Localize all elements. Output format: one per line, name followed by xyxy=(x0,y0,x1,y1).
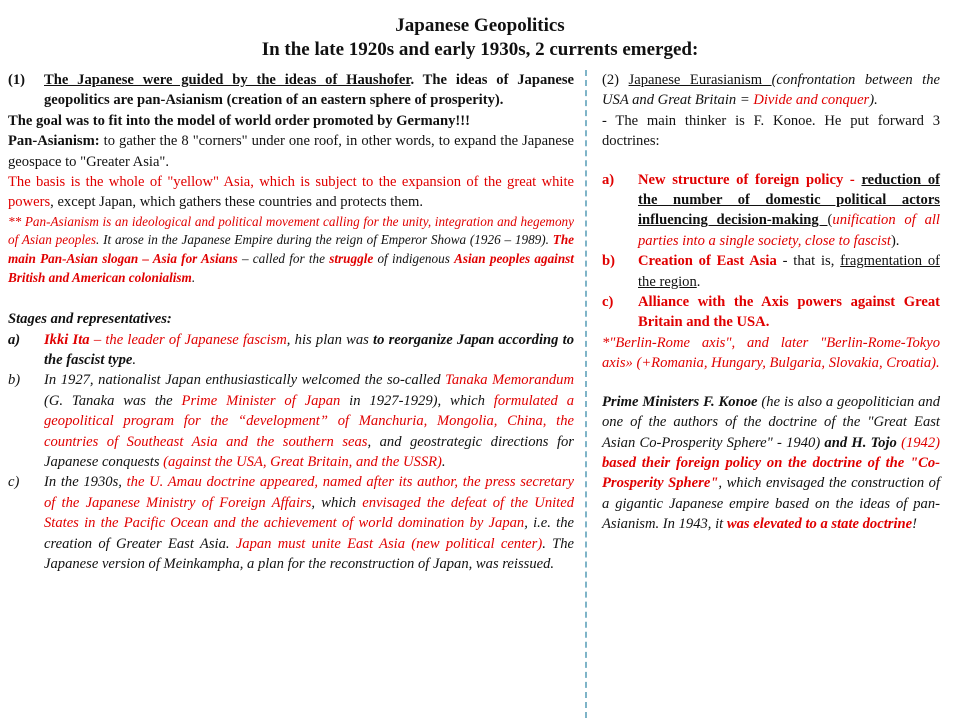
stage-b-part: In 1927, nationalist Japan enthusiastically welcomed the so-called xyxy=(44,372,446,389)
column-divider xyxy=(585,70,587,718)
doctrine-c-marker: c) xyxy=(602,294,614,311)
stage-b-part: (against the USA, Great Britain, and the USSR) xyxy=(163,454,442,471)
doctrine-b-part: - that is, xyxy=(776,253,841,270)
tanaka-memorandum: Tanaka Memorandum xyxy=(445,372,575,389)
stage-c-marker: c) xyxy=(8,474,20,491)
stage-b xyxy=(8,370,574,472)
note-slogan: The main Pan-Asian slogan – Asia for Asians xyxy=(8,232,575,267)
basis-paragraph xyxy=(8,172,574,213)
current-2-part: ). xyxy=(869,92,878,109)
doctrine-a xyxy=(602,170,940,252)
stages-heading: Stages and representatives: xyxy=(8,311,172,328)
goal-paragraph: The goal was to fit into the model of world order promoted by Germany!!! xyxy=(8,112,470,129)
stage-a-part: to reorganize Japan according to the fascist type xyxy=(44,331,575,369)
stage-c-part: , which xyxy=(311,494,363,511)
pm-part: ! xyxy=(912,516,917,533)
pm-part: (he is also a geopolitician and one of the authors of the doctrine of the "Great East Asian Co-Prosperity Sphere" - 1940) xyxy=(602,393,940,451)
amau-doctrine: the U. Amau doctrine appeared, named after its author, the press secretary of the Japanese Ministry of Foreign Affairs xyxy=(44,474,574,511)
note-struggle: struggle xyxy=(329,251,374,267)
stage-b-part: , and geostrategic directions for Japanese conquests xyxy=(44,433,574,471)
doctrine-a-marker: a) xyxy=(602,171,615,188)
note-part: ** Pan-Asianism is an ideological and political movement calling for the unity, integration and hegemony of Asian peoples xyxy=(8,213,574,248)
pm-part: , which envisaged the construction of a gigantic Japanese empire based on the ideas of pan-Asianism. In 1943, it xyxy=(602,475,941,533)
basis-text: , except Japan, which gathers these countries and protects them. xyxy=(50,194,423,211)
doctrine-b-marker: b) xyxy=(602,253,615,270)
note-part: – called for the xyxy=(237,251,330,267)
pm-part: was elevated to a state doctrine xyxy=(726,516,913,533)
stage-b-marker: b) xyxy=(8,372,21,389)
ikki-ita: Ikki Ita xyxy=(44,331,90,348)
current-2-part: (confrontation between the USA and Great Britain = xyxy=(602,72,940,109)
doctrine-a-part: reduction of the number of domestic political actors influencing decision-making xyxy=(638,171,940,229)
haushofer-text: The Japanese were guided by the ideas of Haushofer xyxy=(44,72,411,88)
stage-c-part: envisaged the defeat of the United States in the Pacific Ocean and the achievement of world domination by Japan xyxy=(44,494,575,532)
pm-part: based their foreign policy on the doctrine of the "Co-Prosperity Sphere" xyxy=(602,454,940,492)
stage-c-part: In the 1930s, xyxy=(44,474,127,491)
doctrine-b-part: Creation of East Asia xyxy=(638,253,777,270)
stage-a-marker: a) xyxy=(8,331,21,348)
doctrine-a-part: New structure of foreign policy - xyxy=(638,171,862,188)
pm-part: (1942) xyxy=(896,434,940,451)
doctrine-c-text: Alliance with the Axis powers against Great Britain and the USA. xyxy=(638,294,940,331)
doctrine-c xyxy=(602,292,940,333)
doctrine-a-part: ). xyxy=(890,232,900,249)
current-2-heading xyxy=(602,70,940,111)
divide-and-conquer: Divide and conquer xyxy=(753,92,870,109)
title-line-2: In the late 1920s and early 1930s, 2 currents emerged: xyxy=(261,39,699,60)
pan-asianism-label: Pan-Asianism: xyxy=(8,133,100,150)
current-1-marker: (1) xyxy=(8,72,26,88)
stage-a-part: – the leader of Japanese fascism xyxy=(89,331,287,348)
doctrine-b-part: . xyxy=(696,273,701,290)
stage-a xyxy=(8,330,574,371)
stage-c xyxy=(8,472,574,574)
stage-c-part: . The Japanese version of Meinkampha, a plan for the reconstruction of Japan, was reissued. xyxy=(44,535,575,573)
current-1-text: . The ideas of Japanese geopolitics are pan-Asianism (creation of an eastern sphere of prosperity). xyxy=(44,72,574,109)
doctrine-b xyxy=(602,251,940,292)
stage-a-part: , his plan was xyxy=(286,331,374,348)
pan-asianism-text: to gather the 8 "corners" under one roof, in other words, to expand the Japanese geospace to "Greater Asia". xyxy=(8,133,574,170)
stage-b-part: . xyxy=(441,454,446,471)
basis-red-text: The basis is the whole of "yellow" Asia, which is subject to the expansion of the great white powers xyxy=(8,174,574,211)
main-thinker: - The main thinker is F. Konoe. He put forward 3 doctrines: xyxy=(602,112,940,150)
stage-c-part: , i.e. the creation of Greater East Asia. xyxy=(44,515,574,552)
doctrine-a-part: unification of all parties into a single society, close to fascist xyxy=(638,212,940,249)
title-line-1: Japanese Geopolitics xyxy=(395,15,565,36)
doctrine-a-part: ( xyxy=(827,212,833,229)
right-column xyxy=(602,70,940,535)
current-2-marker: (2) xyxy=(602,72,629,88)
current-1-paragraph xyxy=(8,70,574,111)
stage-b-part: formulated a geopolitical program for the “development” of Manchuria, Mongolia, China, the countries of Southeast Asia and the southern seas xyxy=(44,392,574,450)
stage-c-part: Japan must unite East Asia (new political center) xyxy=(235,535,543,552)
eurasianism-title: Japanese Eurasianism xyxy=(628,72,772,88)
note-part: of indigenous xyxy=(373,251,455,267)
pm-part: and H. Tojo xyxy=(824,434,897,451)
pan-asianism-paragraph xyxy=(8,131,574,172)
doctrine-b-part: fragmentation of the region xyxy=(638,253,940,290)
stage-a-part: . xyxy=(132,352,137,369)
pm-part: Prime Ministers F. Konoe xyxy=(602,393,758,410)
stage-b-part: in 1927-1929), which xyxy=(340,392,494,409)
left-column xyxy=(8,70,574,575)
note-part: . It arose in the Japanese Empire during the reign of Emperor Showa (1926 – 1989). xyxy=(95,232,553,248)
note-colonialism: Asian peoples against British and American colonialism xyxy=(8,251,574,285)
stage-b-part: Prime Minister of Japan xyxy=(181,392,341,409)
slide-title xyxy=(0,14,960,62)
pan-asianism-note xyxy=(8,213,574,287)
axis-note: *"Berlin-Rome axis", and later "Berlin-Rome-Tokyo axis» (+Romania, Hungary, Bulgaria, Slovakia, Croatia). xyxy=(602,334,940,372)
stage-b-part: (G. Tanaka was the xyxy=(44,392,182,409)
note-part: . xyxy=(191,269,196,285)
prime-ministers-paragraph xyxy=(602,392,940,535)
